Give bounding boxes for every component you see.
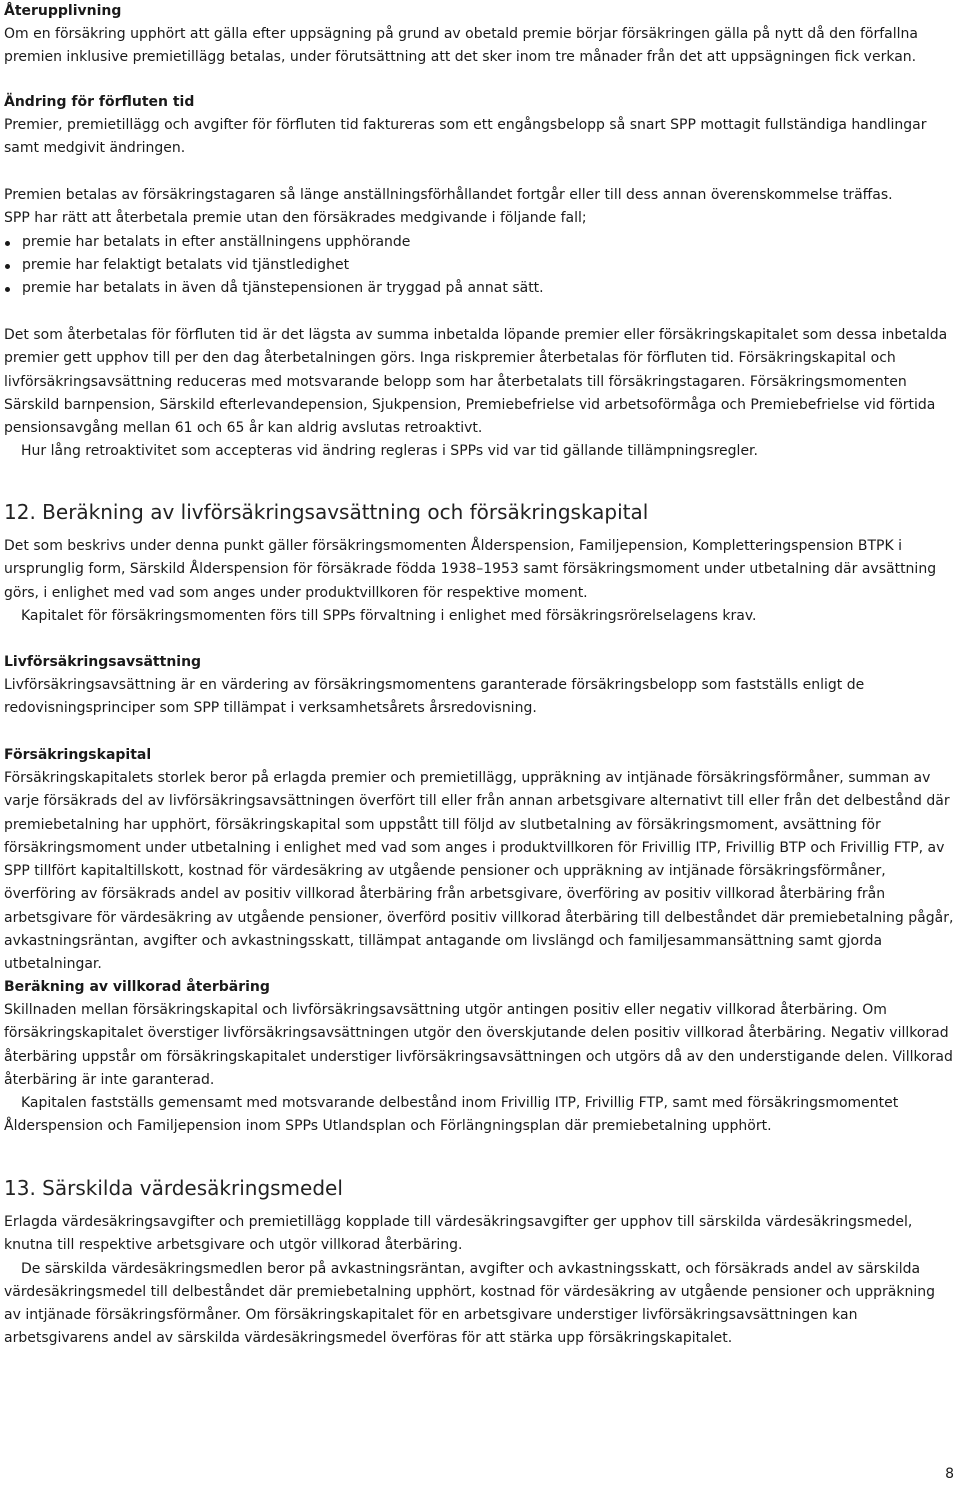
paragraph-livforsakringsavsattning: Livförsäkringsavsättning är en värdering av försäkringsmomentens garanterade försäkringsbelopp som fastställs enligt de redovisningsprinciper som SPP tillämpat i verksamhetsårets årsredovisning. <box>4 677 865 717</box>
page-number: 8 <box>945 1466 954 1482</box>
section-13 <box>4 1174 954 1202</box>
paragraph-aterupplivning: Om en försäkring upphört att gälla efter uppsägning på grund av obetald premie börjar försäkringen gälla på nytt då den förfallna premien inklusive premietillägg betalas, under förutsättning att det sker inom tre månader från det att uppsägningen fick verkan. <box>4 26 918 66</box>
section-villkorad-aterbaring <box>4 976 954 1139</box>
paragraph-13-1: Erlagda värdesäkringsavgifter och premietillägg kopplade till värdesäkringsavgifter ger upphov till särskilda värdesäkringsmedel, knutna till respektive arbetsgivare och utgör villkorad återbäring. <box>4 1214 913 1254</box>
section-12-intro <box>4 535 954 628</box>
paragraph-andring-2a: Premien betalas av försäkringstagaren så länge anställningsförhållandet fortgår eller till dess annan överenskommelse träffas. <box>4 187 893 203</box>
list-item: premie har betalats in även då tjänstepensionen är tryggad på annat sätt. <box>4 277 954 300</box>
heading-forsakringskapital: Försäkringskapital <box>4 747 152 763</box>
paragraph-13-2: De särskilda värdesäkringsmedlen beror på avkastningsräntan, avgifter och avkastningsskatt, och försäkrads andel av särskilda värdesäkringsmedel till delbeståndet där premiebetalning upphört, kostnad för värdesäkring av utgående pensioner och uppräkning av intjänade försäkringsförmåner. Om försäkringskapitalet för en arbetsgivare understiger livförsäkringsavsättningen kan arbetsgivarens andel av särskilda värdesäkringsmedel överföras för att stärka upp försäkringskapitalet. <box>4 1260 935 1347</box>
section-forsakringskapital <box>4 744 954 977</box>
heading-aterupplivning: Återupplivning <box>4 3 122 19</box>
paragraph-12-2: Kapitalet för försäkringsmomenten förs till SPPs förvaltning i enlighet med försäkringsrörelselagens krav. <box>21 607 757 624</box>
bullet-list <box>4 231 954 301</box>
paragraph-andring-1: Premier, premietillägg och avgifter för förfluten tid faktureras som ett engångsbelopp så snart SPP mottagit fullständiga handlingar samt medgivit ändringen. <box>4 117 927 157</box>
paragraph-andring-4: Hur lång retroaktivitet som accepteras vid ändring regleras i SPPs vid var tid gällande tillämpningsregler. <box>21 443 758 460</box>
paragraph-andring-2b: SPP har rätt att återbetala premie utan den försäkrades medgivande i följande fall; <box>4 210 587 227</box>
heading-livforsakringsavsattning: Livförsäkringsavsättning <box>4 654 202 670</box>
paragraph-villkorad-aterbaring-1: Skillnaden mellan försäkringskapital och livförsäkringsavsättning utgör antingen positiv eller negativ villkorad återbäring. Om försäkringskapitalet överstiger livförsäkringsavsättningen utgör den överskjutande delen positiv villkorad återbäring. Negativ villkorad återbäring uppstår om försäkringskapitalet understiger livförsäkringsavsättningen och utgörs då av den understigande delen. Villkorad återbäring är inte garanterad. <box>4 1002 953 1088</box>
heading-section-13: 13. Särskilda värdesäkringsmedel <box>4 1176 343 1200</box>
list-item: premie har felaktigt betalats vid tjänstledighet <box>4 254 954 277</box>
section-livforsakringsavsattning <box>4 651 954 721</box>
heading-andring: Ändring för förfluten tid <box>4 94 195 110</box>
heading-section-12: 12. Beräkning av livförsäkringsavsättning och försäkringskapital <box>4 500 649 524</box>
section-andring <box>4 91 954 161</box>
paragraph-forsakringskapital: Försäkringskapitalets storlek beror på erlagda premier och premietillägg, uppräkning av intjänade försäkringsförmåner, summan av varje försäkrads del av livförsäkringsavsättningen överfört till eller från annan arbetsgivare alternativt till eller från det delbestånd där premiebetalning har upphört, försäkringskapital som uppstått till följd av slutbetalning av försäkringsmoment, avsättning för försäkringsmoment under utbetalning i enlighet med vad som anges i produktvillkoren för Frivillig ITP, Frivillig BTP och Frivillig FTP, av SPP tillfört kapitaltillskott, kostnad för värdesäkring av utgående pensioner och uppräkning av intjänade försäkringsförmåner, överföring av försäkrads andel av positiv villkorad återbäring från arbetsgivare, överföring av positiv villkorad återbäring från arbetsgivare för värdesäkring av utgående pensioner, överförd positiv villkorad återbäring till delbeståndet där premiebetalning pågår, avkastningsräntan, avgifter och avkastningsskatt, tillämpat antagande om livslängd och familjesammansättning samt gjorda utbetalningar. <box>4 770 954 973</box>
section-13-body <box>4 1211 954 1351</box>
section-andring-aterbetalning <box>4 324 954 464</box>
section-aterupplivning <box>4 0 954 70</box>
section-12 <box>4 498 954 526</box>
section-andring-premie <box>4 184 954 300</box>
heading-villkorad-aterbaring: Beräkning av villkorad återbäring <box>4 979 270 995</box>
paragraph-villkorad-aterbaring-2: Kapitalen fastställs gemensamt med motsvarande delbestånd inom Frivillig ITP, Frivillig FTP, samt med försäkringsmomentet Ålderspension och Familjepension inom SPPs Utlandsplan och Förlängningsplan där premiebetalning upphört. <box>4 1095 899 1135</box>
paragraph-12-1: Det som beskrivs under denna punkt gäller försäkringsmomenten Ålderspension, Familjepension, Kompletteringspension BTPK i ursprunglig form, Särskild Ålderspension för försäkrade födda 1938–1953 samt försäkringsmoment under utbetalning där avsättning görs, i enlighet med vad som anges under produktvillkoren för respektive moment. <box>4 538 937 601</box>
paragraph-andring-3: Det som återbetalas för förfluten tid är det lägsta av summa inbetalda löpande premier eller försäkringskapitalet som dessa inbetalda premier gett upphov till per den dag återbetalningen görs. Inga riskpremier återbetalas för förfluten tid. Försäkringskapital och livförsäkringsavsättning reduceras med motsvarande belopp som har återbetalats till försäkringstagaren. Försäkringsmomenten Särskild barnpension, Särskild efterlevandepension, Sjukpension, Premiebefrielse vid arbetsoförmåga och Premiebefrielse vid förtida pensionsavgång mellan 61 och 65 år kan aldrig avslutas retroaktivt. <box>4 327 948 437</box>
list-item: premie har betalats in efter anställningens upphörande <box>4 231 954 254</box>
